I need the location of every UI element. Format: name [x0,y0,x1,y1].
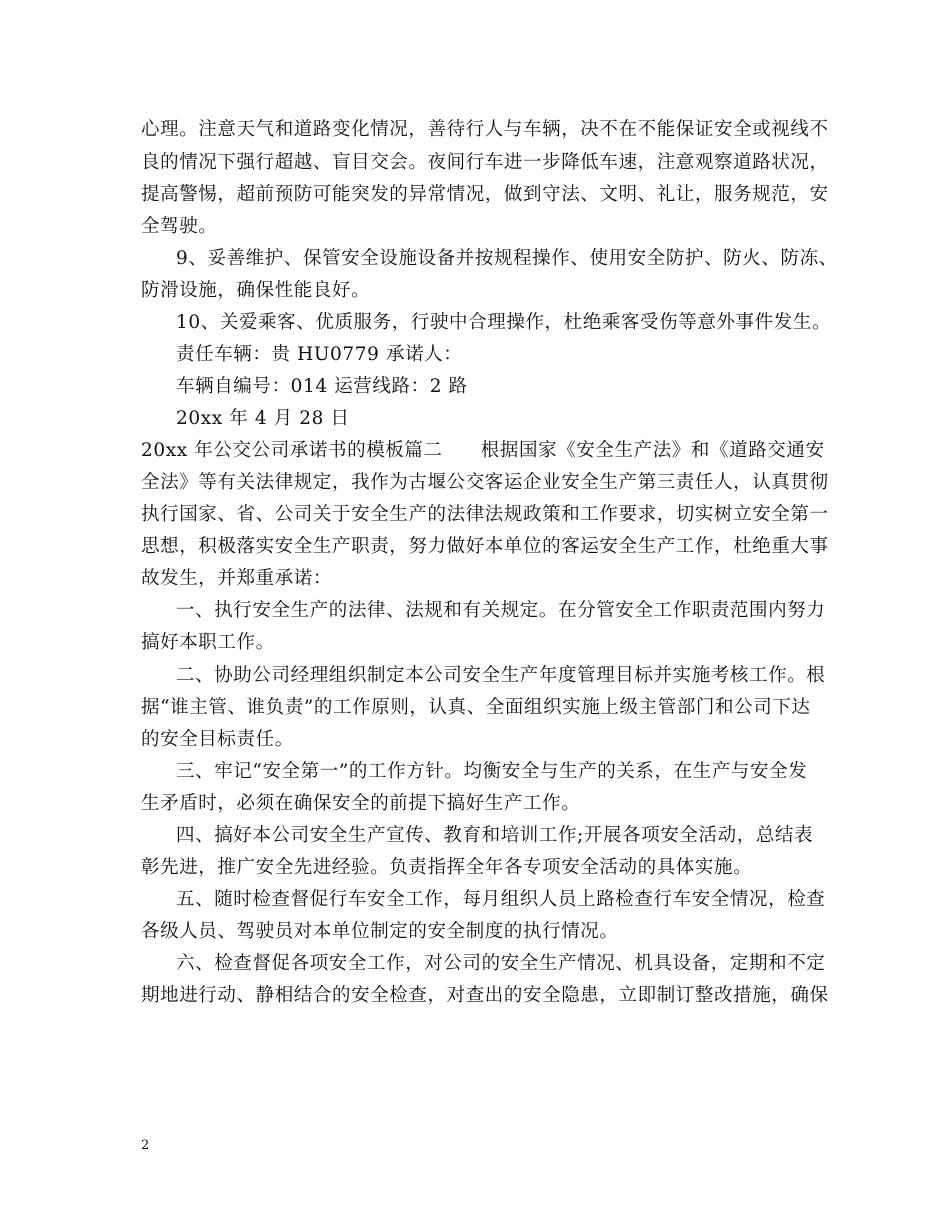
text-line: 故发生，并郑重承诺： [141,568,333,589]
text-line: 20xx 年 4 月 28 日 [176,408,350,429]
text-line: 彰先进，推广安全先进经验。负责指挥全年各专项安全活动的具体实施。 [141,857,753,878]
text-line: 20xx 年公交公司承诺书的模板篇二 根据国家《安全生产法》和《道路交通安 [141,440,825,461]
text-line: 各级人员、驾驶员对本单位制定的安全制度的执行情况。 [141,921,619,942]
text-line: 四、搞好本公司安全生产宣传、教育和培训工作;开展各项安全活动，总结表 [176,825,814,846]
text-line: 六、检查督促各项安全工作，对公司的安全生产情况、机具设备，定期和不定 [176,953,826,974]
text-line: 思想，积极落实安全生产职责，努力做好本单位的客运安全生产工作，杜绝重大事 [141,536,829,557]
text-line: 10、关爱乘客、优质服务，行驶中合理操作，杜绝乘客受伤等意外事件发生。 [176,312,832,333]
text-line: 责任车辆：贵 HU0779 承诺人： [176,344,463,365]
text-line: 搞好本职工作。 [141,632,275,653]
text-line: 生矛盾时，必须在确保安全的前提下搞好生产工作。 [141,793,581,814]
text-line: 期地进行动、静相结合的安全检查，对查出的安全隐患，立即制订整改措施，确保 [141,985,829,1006]
text-line: 一、执行安全生产的法律、法规和有关规定。在分管安全工作职责范围内努力 [176,600,826,621]
text-line: 良的情况下强行超越、盲目交会。夜间行车进一步降低车速，注意观察道路状况， [141,152,829,173]
text-line: 9、妥善维护、保管安全设施设备并按规程操作、使用安全防护、防火、防冻、 [176,248,838,269]
text-line: 执行国家、省、公司关于安全生产的法律法规政策和工作要求，切实树立安全第一 [141,504,829,525]
text-line: 据“谁主管、谁负责”的工作原则，认真、全面组织实施上级主管部门和公司下达 [141,697,811,718]
text-line: 二、协助公司经理组织制定本公司安全生产年度管理目标并实施考核工作。根 [176,665,826,686]
text-line: 提高警惕，超前预防可能突发的异常情况，做到守法、文明、礼让，服务规范，安 [141,184,829,205]
page-number: 2 [141,1138,150,1153]
text-line: 全驾驶。 [141,216,218,237]
text-line: 防滑设施，确保性能良好。 [141,280,371,301]
text-line: 心理。注意天气和道路变化情况，善待行人与车辆，决不在不能保证安全或视线不 [141,119,829,140]
text-line: 三、牢记“安全第一”的工作方针。均衡安全与生产的关系，在生产与安全发 [176,761,808,782]
text-line: 全法》等有关法律规定，我作为古堰公交客运企业安全生产第三责任人，认真贯彻 [141,472,829,493]
text-line: 五、随时检查督促行车安全工作，每月组织人员上路检查行车安全情况，检查 [176,889,826,910]
text-line: 车辆自编号：014 运营线路：2 路 [176,376,468,397]
text-line: 的安全目标责任。 [141,729,294,750]
